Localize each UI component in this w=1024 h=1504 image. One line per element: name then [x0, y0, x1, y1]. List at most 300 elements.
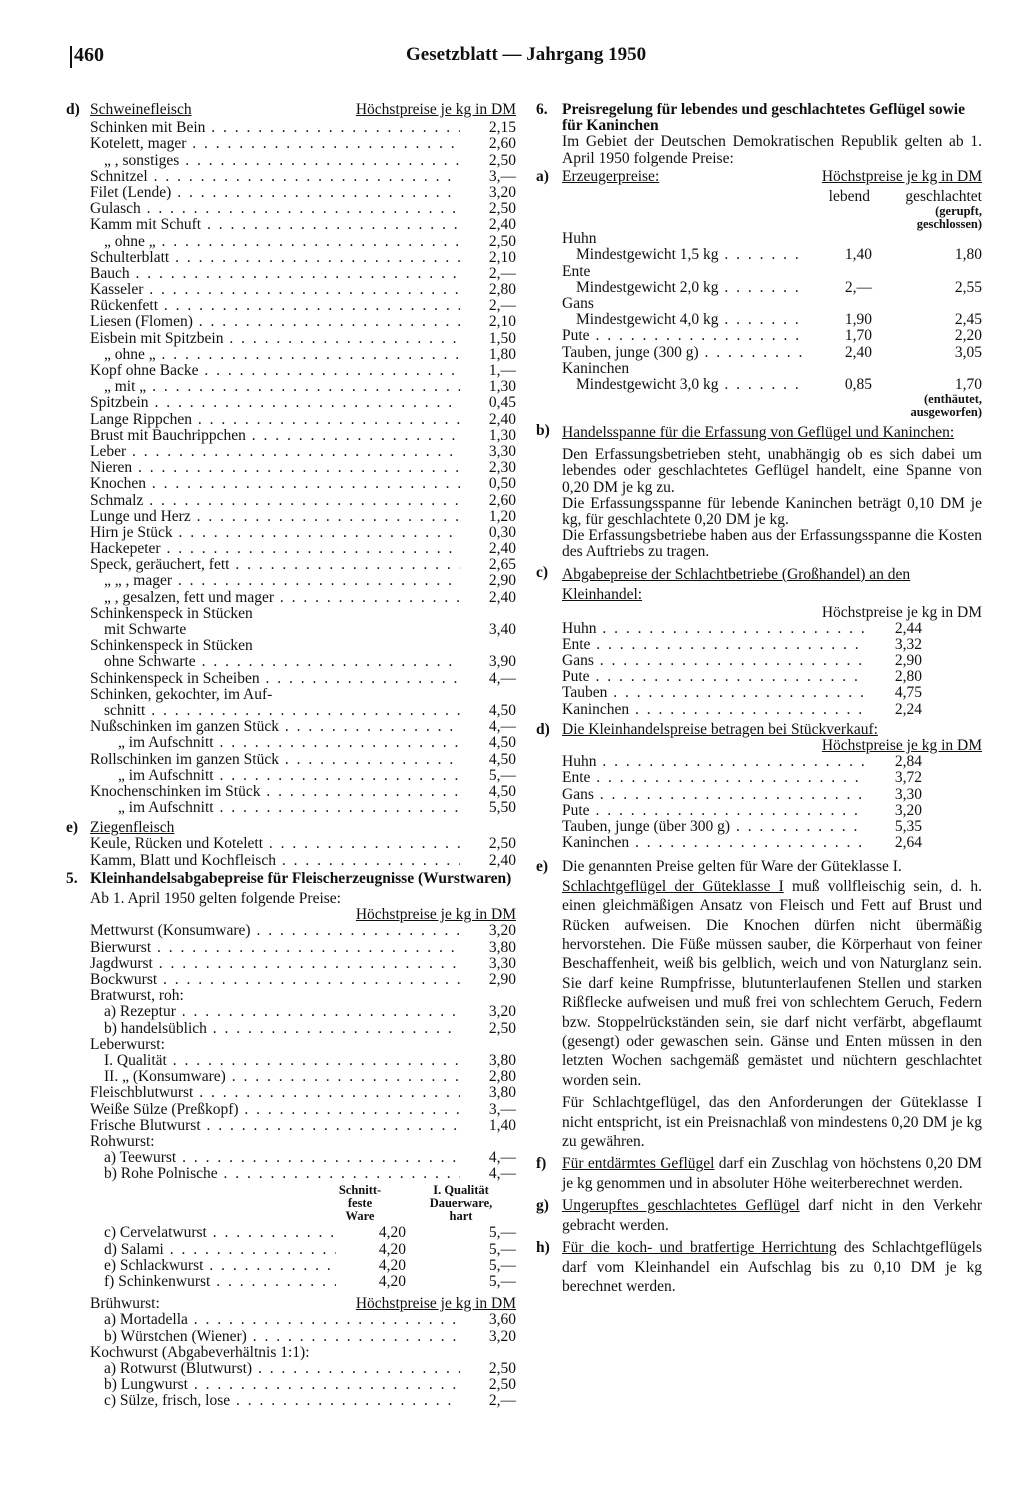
table-row: [90, 1004, 516, 1020]
price-value: 4,—: [488, 669, 516, 687]
price-value: 5,—: [488, 1224, 516, 1242]
left-column: [66, 100, 516, 1410]
section-mark: e): [66, 819, 79, 837]
table-row: [90, 331, 516, 347]
item-label: Pute . . .: [562, 669, 866, 685]
paragraph: [562, 1238, 982, 1296]
table-row: [90, 460, 516, 476]
item-label: Keule, Rücken und Kotelett . . .: [90, 836, 460, 852]
item-label: Knochenschinken im Stück . . .: [90, 784, 460, 800]
paragraph: Die genannten Preise gelten für Ware der Güteklasse I.: [562, 858, 902, 876]
price-value: 1,40: [488, 1116, 516, 1134]
section-c-grosshandel: [536, 565, 982, 718]
item-label: I. Qualität . . .: [90, 1053, 460, 1069]
item-label: „ ohne „ . . .: [90, 347, 460, 363]
item-label: Mindestgewicht 4,0 kg . . .: [562, 312, 802, 328]
table-row: [90, 525, 516, 541]
paragraph-text: muß vollfleischig sein, d. h. einen gleichmäßigen Ansatz von Fleisch und Fett auf Brust und Rücken aufweisen. Die Knochen dürfen nicht übermäßig hervorstehen. Die Füße müssen sauber, die Körperhaut von feiner Beschaffenheit, weiß bis gelblich, weich und von Naturglanz sein. Sie darf keine Rumpfrisse, blutunterlaufenen Stellen und starken Rißflecke aufweisen und muß frei von schlechtem Geruch, Federn bzw. Stoppelrückständen sein, sie darf nicht verfärbt, abgeflaumt (gesengt) oder gewaschen sein. Gänse und Enten müssen in den letzten Wochen sachgemäß gemästet und nüchtern geschlachtet worden sein.: [562, 877, 982, 1089]
item-label: Bockwurst . . .: [90, 972, 460, 988]
section-title: Die Kleinhandelspreise betragen bei Stückverkauf:: [562, 720, 878, 738]
table-row: [90, 379, 516, 395]
paragraph: [562, 1196, 982, 1235]
col-note-gerupft: (gerupft, geschlossen): [916, 204, 982, 232]
price-header: Höchstpreise je kg in DM: [821, 603, 982, 621]
section-title: Schweinefleisch: [90, 101, 192, 118]
price-value: 2,40: [488, 216, 516, 234]
price-value: 2,40: [488, 410, 516, 428]
table-row: [90, 314, 516, 330]
table-row: [562, 835, 922, 851]
section-d-kleinhandel: [536, 722, 982, 852]
section-mark: d): [536, 720, 550, 738]
item-label: a) Rotwurst (Blutwurst) . . .: [90, 1361, 460, 1377]
table-row: [90, 752, 516, 768]
price-value: 2,50: [488, 1376, 516, 1394]
section-mark: h): [536, 1239, 550, 1257]
item-label: Mindestgewicht 1,5 kg . . .: [562, 247, 802, 263]
price-value: 2,10: [488, 313, 516, 331]
paragraph: [562, 877, 982, 1090]
section-mark: g): [536, 1197, 549, 1215]
section-title: Handelsspanne für die Erfassung von Geflügel und Kaninchen:: [562, 424, 955, 442]
price-list-two-col: [90, 1225, 516, 1290]
item-label: Liesen (Flomen) . . .: [90, 314, 460, 330]
table-row: [562, 819, 922, 835]
col-head-schnittfeste: Schnitt- feste Ware: [338, 1183, 382, 1224]
price-value: 2,90: [488, 971, 516, 989]
table-row: [90, 784, 516, 800]
price-header: Höchstpreise je kg in DM: [355, 101, 516, 118]
price-value: 1,40: [844, 246, 872, 264]
table-row: [90, 1377, 516, 1393]
table-row: [90, 266, 516, 282]
price-header: Höchstpreise je kg in DM: [821, 167, 982, 185]
table-row: [90, 1361, 516, 1377]
table-row: [90, 363, 516, 379]
section-mark: c): [536, 563, 549, 581]
price-value: 3,—: [488, 1100, 516, 1118]
paragraph-text: darf nicht in den Verkehr gebracht werden.: [562, 1197, 982, 1234]
item-label: „ im Aufschnitt . . .: [90, 735, 460, 751]
table-row: [90, 412, 516, 428]
price-value: 3,30: [488, 442, 516, 460]
price-value: 3,—: [488, 167, 516, 185]
price-value: 1,80: [488, 345, 516, 363]
price-value: 4,50: [488, 701, 516, 719]
price-value: 4,—: [488, 1165, 516, 1183]
table-row: [90, 573, 516, 589]
section-mark: 6.: [536, 101, 548, 118]
table-row: [90, 956, 516, 972]
item-label: Schinken, gekochter, im Auf-: [90, 686, 273, 703]
running-title: Gesetzblatt — Jahrgang 1950: [406, 44, 647, 65]
item-label: Pute . . .: [562, 803, 866, 819]
price-value: 3,80: [488, 1051, 516, 1069]
item-label: Huhn: [562, 231, 597, 248]
table-row: [562, 803, 922, 819]
bruehwurst-label: Brühwurst:: [90, 1295, 160, 1313]
price-value: 2,30: [488, 459, 516, 477]
table-row: [90, 800, 516, 816]
price-value: 4,20: [378, 1256, 406, 1274]
item-label: Schnitzel . . .: [90, 169, 460, 185]
item-label: mit Schwarte: [104, 622, 187, 639]
paragraph: Für Schlachtgeflügel, das den Anforderungen der Güteklasse I nicht entspricht, ist ein Preisnachlaß von mindestens 0,20 DM je kg zu gewähren.: [562, 1094, 982, 1151]
item-label: Mindestgewicht 3,0 kg . . .: [562, 377, 802, 393]
section-intro: Im Gebiet der Deutschen Demokratischen Republik gelten ab 1. April 1950 folgende Preise:: [562, 133, 982, 167]
item-label: Gans: [562, 295, 594, 312]
price-value: 2,80: [488, 1068, 516, 1086]
col-head-dauerware: I. Qualität Dauerware, hart: [429, 1183, 493, 1224]
price-value: 4,20: [378, 1224, 406, 1242]
item-label: Kaninchen: [562, 360, 630, 377]
table-row: [562, 653, 922, 669]
item-label: Schinkenspeck in Stücken: [90, 638, 253, 655]
item-label: Kochwurst (Abgabeverhältnis 1:1):: [90, 1344, 310, 1361]
paragraph-text: darf ein Zuschlag von höchstens 0,20 DM je kg genommen und in absoluter Höhe weiterberechnet werden.: [562, 1155, 983, 1192]
price-value: 4,50: [488, 782, 516, 800]
price-value: 3,30: [894, 785, 922, 803]
section-h-kochfertig: [536, 1238, 982, 1296]
price-value: 2,45: [954, 311, 982, 329]
price-list: [562, 754, 982, 851]
paragraph: Den Erfassungsbetrieben steht, unabhängig ob es sich dabei um lebendes oder geschlachtetes Geflügel handelt, eine Spanne von 0,20 DM je kg zu.: [562, 446, 982, 496]
price-value: 3,72: [894, 769, 922, 787]
table-row: [90, 735, 516, 751]
item-label: Schinken mit Bein . . .: [90, 120, 460, 136]
item-label: „ „ , mager . . .: [90, 573, 460, 589]
price-value: 5,35: [894, 818, 922, 835]
item-label: Bierwurst . . .: [90, 940, 460, 956]
table-row: [562, 296, 982, 312]
item-label: „ im Aufschnitt . . .: [90, 800, 460, 816]
price-value: 2,50: [488, 1359, 516, 1377]
table-row: [562, 685, 922, 701]
price-value: 4,50: [488, 734, 516, 752]
table-row: [90, 234, 516, 250]
table-row: [104, 1274, 516, 1290]
section-mark: f): [536, 1155, 547, 1173]
item-label: b) handelsüblich . . .: [90, 1021, 460, 1037]
section-title: Erzeugerpreise:: [562, 167, 660, 185]
item-label: Huhn . . .: [562, 754, 866, 770]
item-label: Fleischblutwurst . . .: [90, 1085, 460, 1101]
section-d-schweinefleisch: [66, 102, 516, 816]
price-list: [90, 1312, 516, 1409]
price-value: 3,20: [488, 183, 516, 201]
item-label: b) Rohe Polnische . . .: [90, 1166, 460, 1182]
price-value: 3,20: [488, 1003, 516, 1021]
item-label: Mindestgewicht 2,0 kg . . .: [562, 280, 802, 296]
item-label: Kamm mit Schuft . . .: [90, 217, 460, 233]
price-value: 4,50: [488, 750, 516, 768]
underlined-term: Ungerupftes geschlachtetes Geflügel: [562, 1197, 800, 1215]
table-row: [90, 622, 516, 638]
item-label: Kamm, Blatt und Kochfleisch . . .: [90, 853, 460, 869]
paragraph: Die Erfassungsbetriebe haben aus der Erfassungsspanne die Kosten des Auftriebs zu tragen.: [562, 527, 982, 561]
table-row: [90, 347, 516, 363]
section-mark: a): [536, 167, 549, 185]
price-value: 2,—: [488, 1392, 516, 1410]
table-row: [90, 509, 516, 525]
price-list: [90, 120, 516, 816]
table-row: [90, 217, 516, 233]
item-label: „ ohne „ . . .: [90, 234, 460, 250]
table-row: [562, 787, 922, 803]
table-row: [90, 541, 516, 557]
table-row: [562, 361, 982, 377]
table-row: [90, 1118, 516, 1134]
price-value: 0,85: [844, 375, 872, 393]
item-label: Nieren . . .: [90, 460, 460, 476]
price-value: 4,—: [488, 1149, 516, 1167]
item-label: Kasseler . . .: [90, 282, 460, 298]
price-value: 2,40: [488, 540, 516, 558]
table-row: [90, 988, 516, 1004]
table-row: [90, 836, 516, 852]
paragraph-text: des Schlachtgeflügels darf vom Kleinhandel ein Aufschlag bis zu 0,10 DM je kg berechnet werden.: [562, 1239, 982, 1295]
price-value: 2,40: [488, 851, 516, 869]
price-value: 2,55: [954, 278, 982, 296]
item-label: Mettwurst (Konsumware) . . .: [90, 923, 460, 939]
item-label: Frische Blutwurst . . .: [90, 1118, 460, 1134]
item-label: Gans . . .: [562, 787, 866, 803]
item-label: Bratwurst, roh:: [90, 988, 184, 1005]
table-row: [90, 654, 516, 670]
item-label: Pute . . .: [562, 328, 802, 344]
price-value: 2,10: [488, 248, 516, 266]
price-value: 2,44: [894, 619, 922, 637]
item-label: Eisbein mit Spitzbein . . .: [90, 331, 460, 347]
item-label: Leberwurst:: [90, 1036, 165, 1053]
section-6-gefluegel: [536, 102, 982, 167]
price-value: 4,20: [378, 1240, 406, 1258]
price-value: 5,—: [488, 1273, 516, 1291]
table-row: [562, 637, 922, 653]
table-row: [90, 493, 516, 509]
price-value: 1,20: [488, 507, 516, 525]
table-row: [562, 377, 982, 393]
item-label: Filet (Lende) . . .: [90, 185, 460, 201]
item-label: Rückenfett . . .: [90, 298, 460, 314]
price-value: 3,90: [488, 653, 516, 671]
item-label: a) Teewurst . . .: [90, 1150, 460, 1166]
item-label: Hirn je Stück . . .: [90, 525, 460, 541]
price-value: 0,50: [488, 475, 516, 493]
table-row: [90, 136, 516, 152]
section-title: Preisregelung für lebendes und geschlachtetes Geflügel sowie für Kaninchen: [562, 101, 965, 135]
item-label: a) Rezeptur . . .: [90, 1004, 460, 1020]
underlined-term: Schlachtgeflügel der Güteklasse I: [562, 877, 784, 895]
table-row: [562, 621, 922, 637]
table-row: [90, 120, 516, 136]
section-mark: e): [536, 858, 549, 876]
price-value: 2,65: [488, 556, 516, 574]
table-row: [90, 1150, 516, 1166]
table-row: [90, 1393, 516, 1409]
item-label: Kotelett, mager . . .: [90, 136, 460, 152]
item-label: Kopf ohne Backe . . .: [90, 363, 460, 379]
item-label: Schulterblatt . . .: [90, 250, 460, 266]
table-row: [562, 345, 982, 361]
price-value: 2,50: [488, 232, 516, 250]
price-value: 2,50: [488, 1019, 516, 1037]
price-value: 2,50: [488, 835, 516, 853]
table-row: [90, 1345, 516, 1361]
price-value: 1,90: [844, 311, 872, 329]
price-value: 1,70: [954, 375, 982, 393]
col-lebend: lebend: [828, 188, 870, 206]
section-mark: 5.: [66, 869, 78, 887]
table-row: [90, 1085, 516, 1101]
price-value: 3,60: [488, 1311, 516, 1329]
price-header: Höchstpreise je kg in DM: [355, 1295, 516, 1313]
price-value: 3,80: [488, 938, 516, 956]
table-row: [90, 428, 516, 444]
underlined-term: Für die koch- und bratfertige Herrichtung: [562, 1239, 837, 1257]
section-title: Abgabepreise der Schlachtbetriebe (Großhandel) an den Kleinhandel:: [562, 565, 911, 603]
table-row: [90, 1166, 516, 1182]
section-title: Kleinhandelsabgabepreise für Fleischerzeugnisse (Wurstwaren): [90, 869, 512, 887]
page-number: 460: [74, 44, 104, 66]
table-row: [90, 1037, 516, 1053]
item-label: Ente: [562, 263, 591, 280]
item-label: Spitzbein . . .: [90, 395, 460, 411]
price-value: 5,—: [488, 1256, 516, 1274]
price-value: 0,30: [488, 523, 516, 541]
price-list-two-col: [562, 231, 982, 393]
table-row: [90, 1102, 516, 1118]
item-label: Brust mit Bauchrippchen . . .: [90, 428, 460, 444]
table-row: [90, 282, 516, 298]
table-row: [562, 312, 982, 328]
table-row: [562, 770, 922, 786]
table-row: [90, 1134, 516, 1150]
item-label: „ , gesalzen, fett und mager . . .: [90, 590, 460, 606]
item-label: a) Mortadella . . .: [90, 1312, 460, 1328]
price-value: 2,90: [894, 652, 922, 670]
item-label: Rollschinken im ganzen Stück . . .: [90, 752, 460, 768]
price-value: 2,80: [488, 281, 516, 299]
table-row: [562, 231, 982, 247]
item-label: II. „ (Konsumware) . . .: [90, 1069, 460, 1085]
table-row: [562, 328, 982, 344]
table-row: [90, 1021, 516, 1037]
table-row: [90, 1053, 516, 1069]
col-geschlachtet: geschlachtet: [905, 188, 982, 206]
item-label: Tauben . . .: [562, 685, 866, 701]
table-row: [90, 476, 516, 492]
price-list: [562, 621, 982, 718]
price-header: Höchstpreise je kg in DM: [355, 906, 516, 924]
price-value: 5,—: [488, 766, 516, 784]
table-row: [90, 185, 516, 201]
price-value: 3,20: [894, 801, 922, 819]
price-value: 3,20: [488, 922, 516, 940]
section-5-wurstwaren: [66, 871, 516, 1410]
item-label: ohne Schwarte . . .: [90, 654, 460, 670]
price-value: 2,40: [844, 343, 872, 361]
price-value: 2,—: [488, 264, 516, 282]
item-label: Huhn . . .: [562, 621, 866, 637]
price-value: 2,60: [488, 135, 516, 153]
price-value: 2,—: [488, 297, 516, 315]
price-value: 2,60: [488, 491, 516, 509]
price-value: 2,40: [488, 588, 516, 606]
table-row: [90, 703, 516, 719]
item-label: „ mit „ . . .: [90, 379, 460, 395]
note-enthaeutet: (enthäutet, ausgeworfen): [910, 392, 982, 420]
item-label: b) Würstchen (Wiener) . . .: [90, 1329, 460, 1345]
item-label: Speck, geräuchert, fett . . .: [90, 557, 460, 573]
table-row: [90, 153, 516, 169]
item-label: c) Sülze, frisch, lose . . .: [90, 1393, 460, 1409]
item-label: „ im Aufschnitt . . .: [90, 768, 460, 784]
table-row: [90, 972, 516, 988]
section-mark: b): [536, 422, 550, 440]
price-value: 2,15: [488, 119, 516, 137]
table-row: [90, 298, 516, 314]
section-e-ziegenfleisch: [66, 820, 516, 869]
item-label: Ente . . .: [562, 770, 866, 786]
table-row: [562, 280, 982, 296]
price-value: 5,—: [488, 1240, 516, 1258]
item-label: Knochen . . .: [90, 476, 460, 492]
price-value: 3,80: [488, 1084, 516, 1102]
item-label: Gulasch . . .: [90, 201, 460, 217]
item-label: Lange Rippchen . . .: [90, 412, 460, 428]
two-column-header: [90, 1184, 516, 1223]
section-mark: d): [66, 101, 80, 118]
price-list: [90, 923, 516, 1182]
table-row: [104, 1242, 516, 1258]
item-label: Ente . . .: [562, 637, 866, 653]
price-value: 2,64: [894, 834, 922, 852]
item-label: Schmalz . . .: [90, 493, 460, 509]
price-list: [90, 836, 516, 868]
table-row: [90, 687, 516, 703]
item-label: Gans . . .: [562, 653, 866, 669]
item-label: e) Schlackwurst . . .: [104, 1258, 336, 1274]
price-value: 3,20: [488, 1327, 516, 1345]
item-label: f) Schinkenwurst . . .: [104, 1274, 336, 1290]
price-value: 1,70: [844, 327, 872, 345]
table-row: [90, 395, 516, 411]
table-row: [90, 606, 516, 622]
price-value: 0,45: [488, 394, 516, 412]
table-row: [104, 1258, 516, 1274]
table-row: [90, 671, 516, 687]
table-row: [90, 1312, 516, 1328]
item-label: Schinkenspeck in Stücken: [90, 605, 253, 622]
price-value: 2,24: [894, 700, 922, 718]
price-value: 1,50: [488, 329, 516, 347]
table-row: [90, 1069, 516, 1085]
item-label: Kaninchen . . .: [562, 835, 866, 851]
underlined-term: Für entdärmtes Geflügel: [562, 1155, 715, 1173]
item-label: Rohwurst:: [90, 1133, 155, 1150]
table-row: [562, 669, 922, 685]
table-row: [562, 247, 982, 263]
table-row: [90, 169, 516, 185]
table-row: [90, 719, 516, 735]
price-value: 1,30: [488, 378, 516, 396]
section-title: Ziegenfleisch: [90, 819, 175, 837]
price-value: 1,80: [954, 246, 982, 264]
item-label: Schinkenspeck in Scheiben . . .: [90, 671, 460, 687]
item-label: d) Salami . . .: [104, 1242, 336, 1258]
item-label: b) Lungwurst . . .: [90, 1377, 460, 1393]
